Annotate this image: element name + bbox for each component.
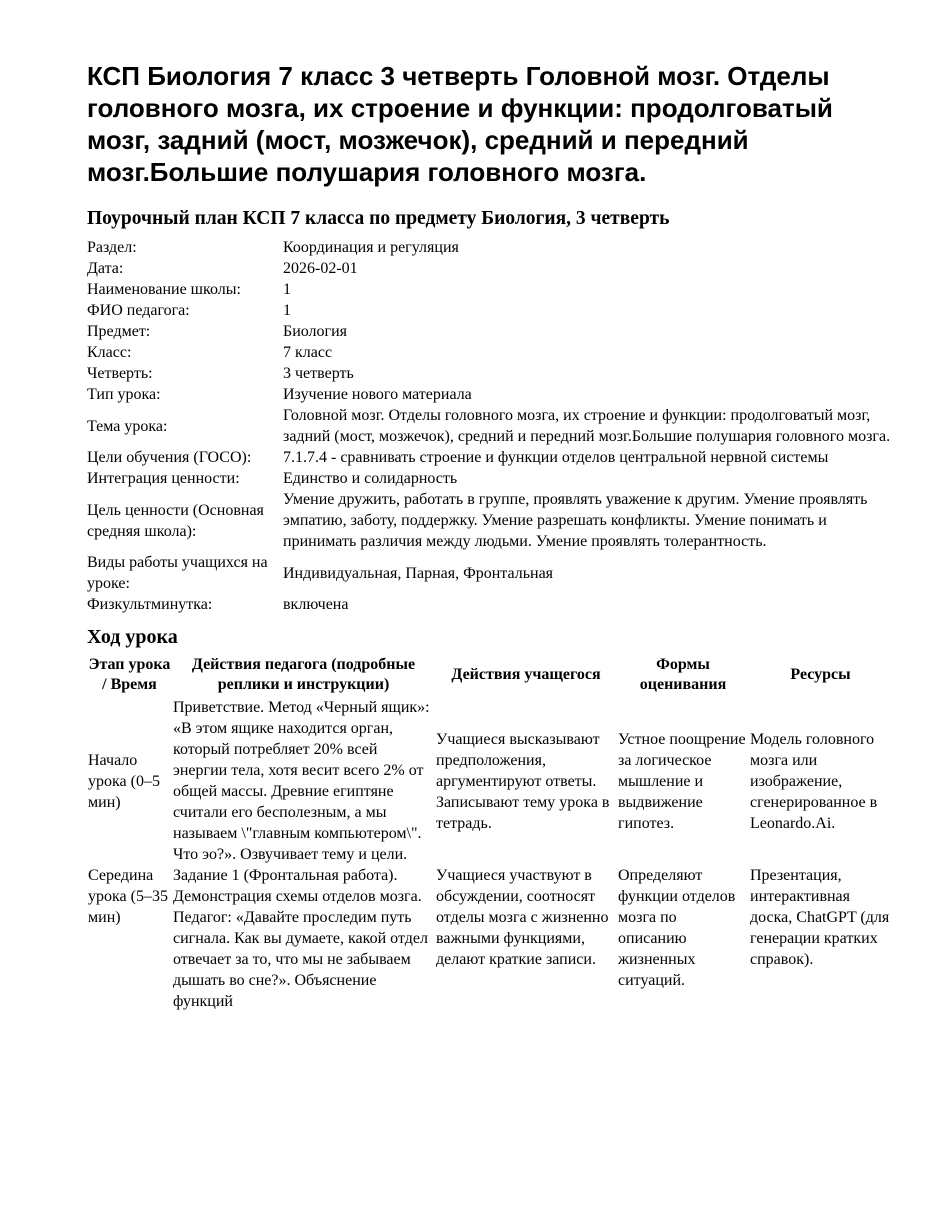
info-value: Изучение нового материала (283, 386, 472, 403)
info-row-value-goal (87, 489, 892, 552)
info-key: Четверть: (87, 365, 153, 382)
info-key: ФИО педагога: (87, 302, 190, 319)
info-value: 3 четверть (283, 365, 354, 382)
info-row-section (87, 237, 892, 258)
info-row-quarter (87, 363, 892, 384)
info-key: Дата: (87, 260, 124, 277)
info-value: Единство и солидарность (283, 470, 458, 487)
info-key: Цели обучения (ГОСО): (87, 449, 252, 466)
resources-cell: Презентация, интерактивная доска, ChatGPT (для генерации кратких справок). (750, 867, 890, 968)
info-key: Виды работы учащихся на уроке: (87, 554, 268, 592)
page-title: КСП Биология 7 класс 3 четверть Головной мозг. Отделы головного мозга, их строение и функции: продолговатый мозг, задний (мост, мозжечок), средний и передний мозг.Большие полушария головного мозга. (87, 61, 833, 187)
info-value: 2026-02-01 (283, 260, 358, 277)
document-page (87, 60, 892, 1012)
info-key: Наименование школы: (87, 281, 241, 298)
info-key: Тема урока: (87, 417, 168, 435)
stage-cell: Середина урока (5–35 мин) (88, 867, 168, 926)
info-value: Координация и регуляция (283, 239, 459, 256)
info-value: 7.1.7.4 - сравнивать строение и функции отделов центральной нервной системы (283, 449, 829, 466)
info-key: Раздел: (87, 239, 137, 256)
info-value: 7 класс (283, 344, 333, 361)
lesson-table-header (87, 653, 892, 697)
info-value: Головной мозг. Отделы головного мозга, их строение и функции: продолговатый мозг, задний (мост, мозжечок), средний и передний мозг.Большие полушария головного мозга. (283, 407, 891, 445)
info-key: Цель ценности (Основная средняя школа): (87, 501, 264, 540)
info-row-value-integration (87, 468, 892, 489)
column-header-stage: Этап урока / Время (88, 656, 171, 693)
info-value: включена (283, 596, 349, 613)
column-header-resources: Ресурсы (790, 666, 851, 683)
table-row (87, 697, 892, 865)
info-value: 1 (283, 281, 291, 298)
info-value: Индивидуальная, Парная, Фронтальная (283, 564, 554, 582)
info-key: Тип урока: (87, 386, 161, 403)
info-row-date (87, 258, 892, 279)
table-row (87, 865, 892, 1012)
info-row-school (87, 279, 892, 300)
lesson-flow-heading: Ход урока (87, 626, 178, 648)
info-row-work-types (87, 552, 892, 594)
resources-cell: Модель головного мозга или изображение, сгенерированное в Leonardo.Ai. (750, 730, 878, 832)
info-key: Класс: (87, 344, 132, 361)
column-header-student: Действия учащегося (451, 666, 601, 683)
info-row-grade (87, 342, 892, 363)
stage-cell: Начало урока (0–5 мин) (88, 751, 160, 811)
info-value: Биология (283, 323, 348, 340)
info-row-topic (87, 405, 892, 447)
info-table (87, 237, 892, 615)
info-value: 1 (283, 302, 291, 319)
plan-subtitle: Поурочный план КСП 7 класса по предмету Биология, 3 четверть (87, 208, 670, 229)
info-row-physical-break (87, 594, 892, 615)
info-row-subject (87, 321, 892, 342)
info-row-objectives (87, 447, 892, 468)
info-key: Предмет: (87, 323, 151, 340)
lesson-table (87, 653, 892, 1012)
info-key: Интеграция ценности: (87, 470, 240, 487)
teacher-actions-cell: Приветствие. Метод «Черный ящик»: «В этом ящике находится орган, который потребляет 20% всей энергии тела, хотя весит всего 2% от общей массы. Древние египтяне считали его бесполезным, а мы называем \"главным компьютером\". Что эо?». Озвучивает тему и цели. (173, 699, 430, 863)
info-value: Умение дружить, работать в группе, проявлять уважение к другим. Умение проявлять эмпатию, заботу, поддержку. Умение разрешать конфликты. Умение понимать и принимать различия между людьми. Умение проявлять толерантность. (283, 491, 868, 550)
column-header-assessment: Формы оценивания (639, 656, 727, 693)
info-row-teacher (87, 300, 892, 321)
info-row-lesson-type (87, 384, 892, 405)
assessment-cell: Устное поощрение за логическое мышление и выдвижение гипотез. (618, 730, 746, 832)
info-key: Физкультминутка: (87, 596, 213, 613)
assessment-cell: Определяют функции отделов мозга по описанию жизненных ситуаций. (618, 867, 736, 989)
student-actions-cell: Учащиеся высказывают предположения, аргументируют ответы. Записывают тему урока в тетрадь. (436, 730, 610, 832)
teacher-actions-cell: Задание 1 (Фронтальная работа). Демонстрация схемы отделов мозга. Педагог: «Давайте проследим путь сигнала. Как вы думаете, какой отдел отвечает за то, что мы не забываем дышать во сне?». Объяснение функций (173, 867, 428, 1010)
student-actions-cell: Учащиеся участвуют в обсуждении, соотносят отделы мозга с жизненно важными функциями, делают краткие записи. (436, 867, 609, 968)
column-header-teacher: Действия педагога (подробные реплики и инструкции) (191, 656, 416, 693)
